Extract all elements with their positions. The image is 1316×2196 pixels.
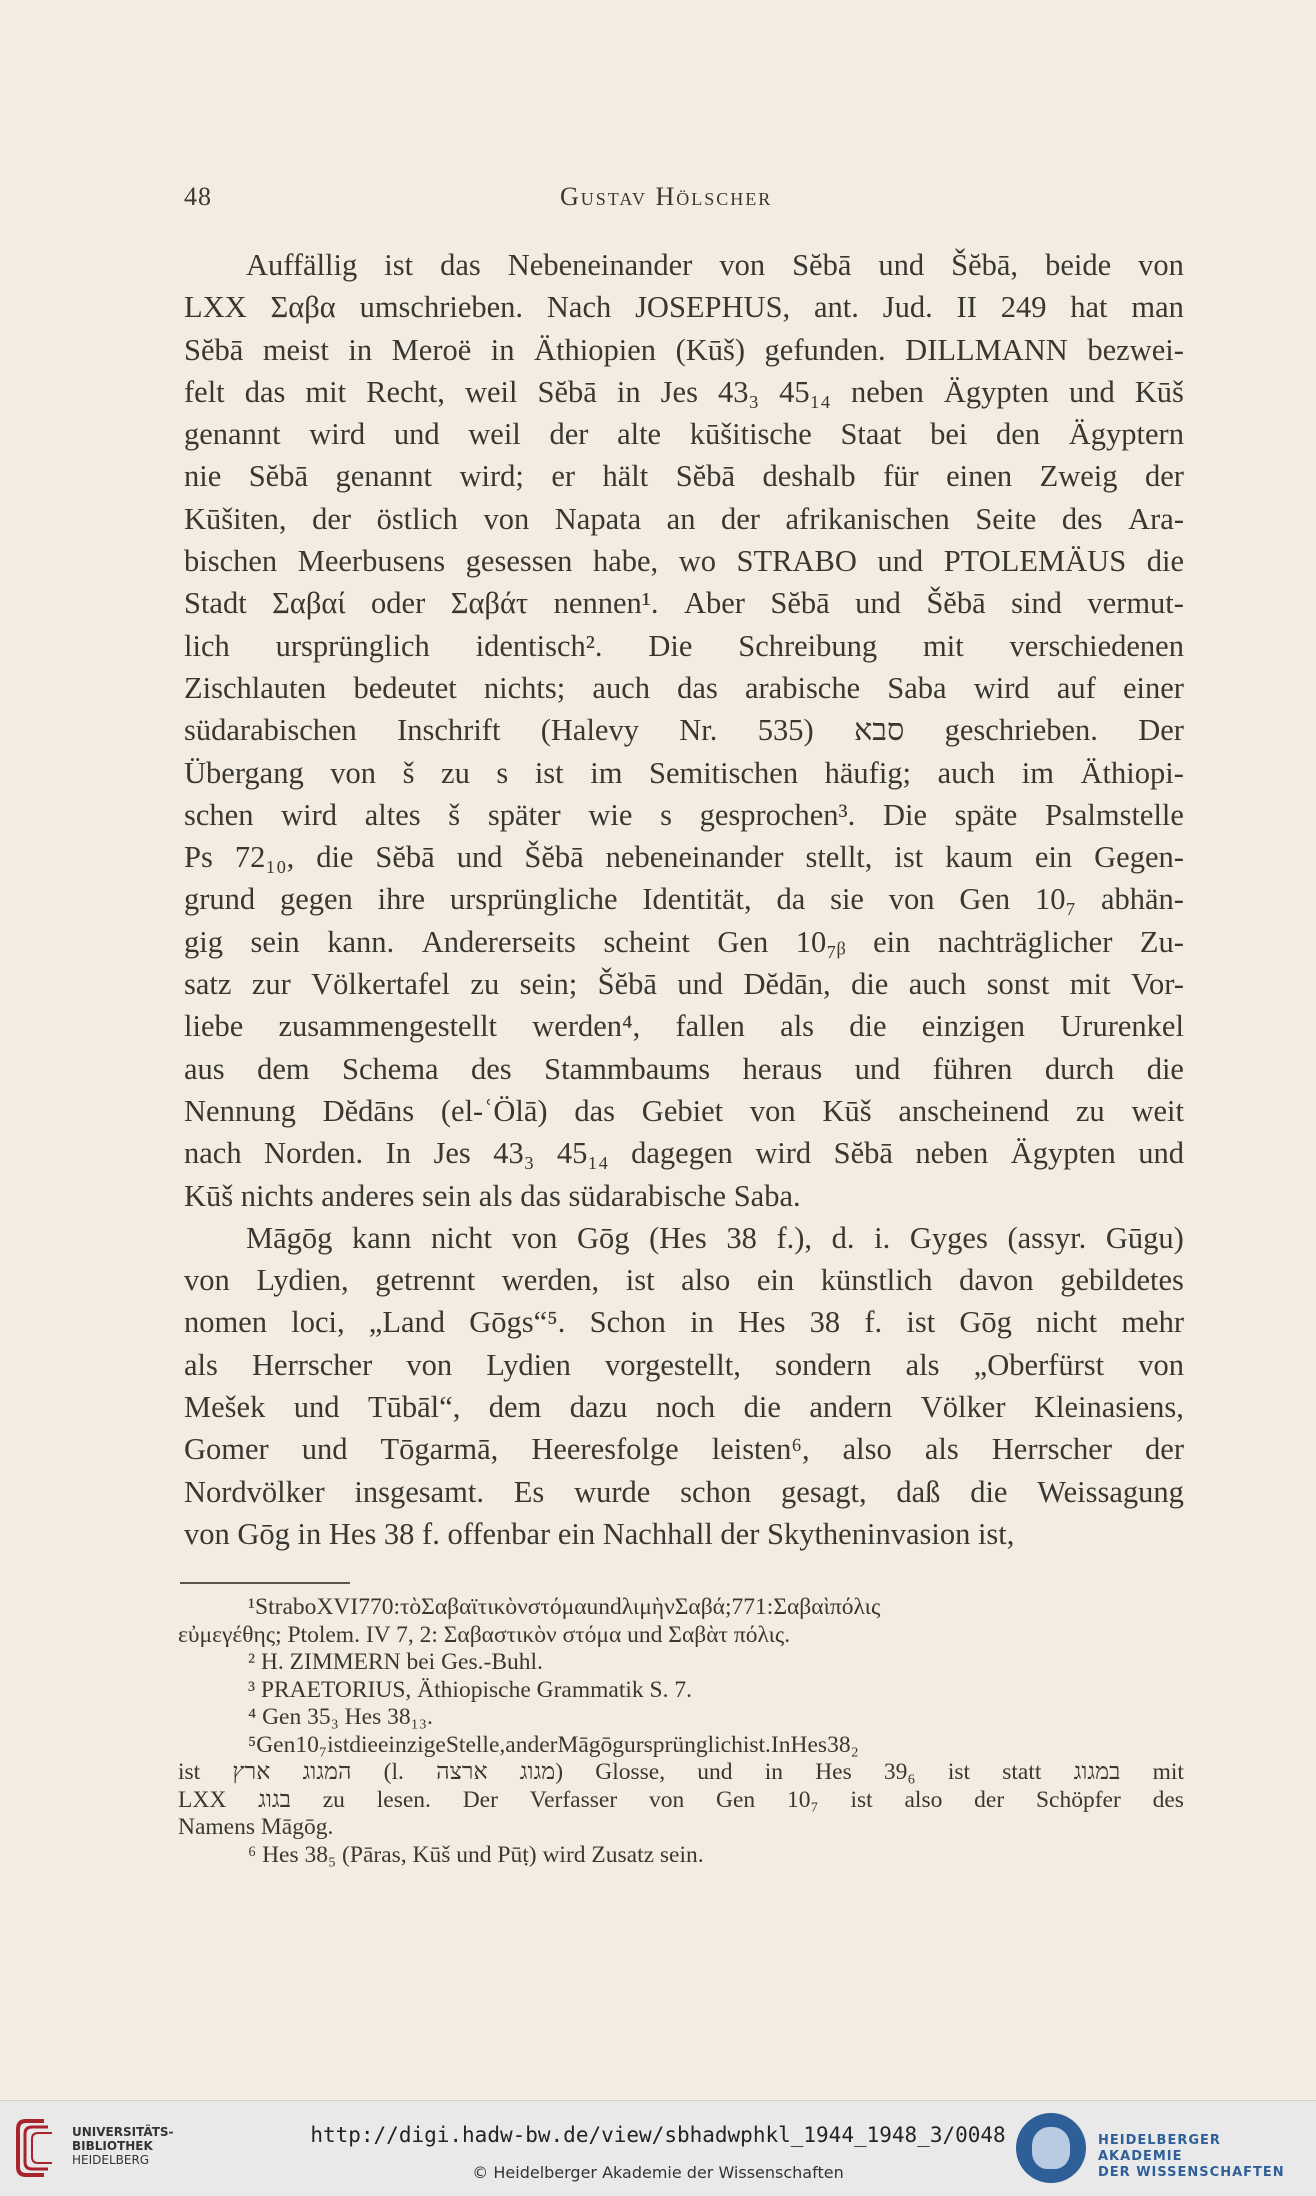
permalink-url[interactable]: http://digi.hadw-bw.de/view/sbhadwphkl_1944_1948_3/0048 [310,2123,1006,2147]
text-line: schen wird altes š später wie s gesprochen³. Die späte Psalmstelle [184,797,1184,832]
footnote-line: ¹ Strabo XVI 770: τὸ Σαβαϊτικὸν στόμα und λιμὴν Σαβά; 771: Σαβαὶ πόλις [248,1594,881,1620]
text-line: genannt wird und weil der alte kūšitische Staat bei den Ägyptern [184,417,1184,452]
text-line: als Herrscher von Lydien vorgestellt, sondern als „Oberfürst von [184,1347,1184,1382]
text-line: felt das mit Recht, weil Sĕbā in Jes 43₃ 45₁₄ neben Ägypten und Kūš [184,374,1184,409]
running-title: Gustav Hölscher [560,182,773,211]
footnote-line: ist ארץ המגוג (l. ארצה מגוג) Glosse, und in Hes 39₆ ist statt במגוג mit [178,1759,1184,1785]
text-line: Zischlauten bedeutet nichts; auch das arabische Saba wird auf einer [184,670,1184,705]
footnote-line: ⁵ Gen 10₇ ist die einzige Stelle, an der Māgōg ursprünglich ist. In Hes 38₂ [248,1731,859,1758]
text-line: nomen loci, „Land Gōgs“⁵. Schon in Hes 38 f. ist Gōg nicht mehr [184,1305,1184,1340]
text-line: Ps 72₁₀, die Sĕbā und Šĕbā nebeneinander stellt, ist kaum ein Gegen- [184,840,1184,875]
text-line: von Gōg in Hes 38 f. offenbar ein Nachhall der Skytheninvasion ist, [184,1516,1015,1551]
text-line: LXX Σαβα umschrieben. Nach JOSEPHUS, ant. Jud. II 249 hat man [184,290,1184,325]
footnote-line: Namens Māgōg. [178,1814,334,1840]
text-line: aus dem Schema des Stammbaums heraus und führen durch die [184,1051,1184,1086]
body-text [184,244,1184,1555]
text-line: Sĕbā meist in Meroë in Äthiopien (Kūš) gefunden. DILLMANN bezwei- [184,332,1184,367]
text-line: gig sein kann. Andererseits scheint Gen 10₇ᵦ ein nachträglicher Zu- [184,924,1184,959]
text-line: Nordvölker insgesamt. Es wurde schon gesagt, daß die Weissagung [184,1474,1184,1509]
text-line: Auffällig ist das Nebeneinander von Sĕbā und Šĕbā, beide von [246,248,1184,282]
footnote-line: ² H. ZIMMERN bei Ges.-Buhl. [248,1649,543,1675]
text-line: bischen Meerbusens gesessen habe, wo STRABO und PTOLEMÄUS die [184,544,1184,579]
text-line: liebe zusammengestellt werden⁴, fallen als die einzigen Ururenkel [184,1009,1184,1044]
copyright-notice: © Heidelberger Akademie der Wissenschaften [472,2163,844,2182]
academy-seal-icon [1016,2113,1086,2183]
text-line: Übergang von š zu s ist im Semitischen häufig; auch im Äthiopi- [184,755,1184,790]
text-line: von Lydien, getrennt werden, ist also ein künstlich davon gebildetes [184,1263,1184,1298]
page-number: 48 [184,182,212,211]
academy-line-2: DER WISSENSCHAFTEN [1098,2165,1285,2180]
academy-line-1: HEIDELBERGER AKADEMIE [1098,2133,1221,2164]
library-line-3: HEIDELBERG [72,2153,150,2167]
library-line-1: UNIVERSITÄTS- [72,2125,174,2139]
text-line: lich ursprünglich identisch². Die Schreibung mit verschiedenen [184,628,1184,663]
text-line: Stadt Σαβαί oder Σαβάτ nennen¹. Aber Sĕbā und Šĕbā sind vermut- [184,586,1184,621]
academy-logo[interactable] [1016,2111,1306,2187]
library-line-2: BIBLIOTHEK [72,2139,153,2153]
text-line: Kūš nichts anderes sein als das südarabische Saba. [184,1178,801,1213]
footnote-line: ³ PRAETORIUS, Äthiopische Grammatik S. 7. [248,1676,692,1703]
text-line: Gomer und Tōgarmā, Heeresfolge leisten⁶, also als Herrscher der [184,1432,1184,1467]
viewer-footer [0,2100,1316,2196]
footnote-rule [180,1582,350,1584]
footnote-line: ⁶ Hes 38₅ (Pāras, Kūš und Pūṭ) wird Zusatz sein. [248,1841,704,1868]
footnote-line: ⁴ Gen 35₃ Hes 38₁₃. [248,1704,433,1730]
text-line: Nennung Dĕdāns (el-ʿÖlā) das Gebiet von Kūš anscheinend zu weit [184,1093,1184,1128]
text-line: nach Norden. In Jes 43₃ 45₁₄ dagegen wird Sĕbā neben Ägypten und [184,1136,1184,1171]
text-line: satz zur Völkertafel zu sein; Šĕbā und Dĕdān, die auch sonst mit Vor- [184,967,1184,1002]
footnote-line: LXX בגוג zu lesen. Der Verfasser von Gen 10₇ ist also der Schöpfer des [178,1786,1184,1813]
page-header [184,182,1176,222]
text-line: Mešek und Tūbāl“, dem dazu noch die andern Völker Kleinasiens, [184,1390,1184,1425]
text-line: südarabischen Inschrift (Halevy Nr. 535) סבא geschrieben. Der [184,713,1184,748]
text-line: Māgōg kann nicht von Gōg (Hes 38 f.), d. i. Gyges (assyr. Gūgu) [246,1220,1184,1255]
footnote-line: εὐμεγέθης; Ptolem. IV 7, 2: Σαβαστικὸν στόμα und Σαβὰτ πόλις. [178,1621,791,1648]
footnotes [178,1594,1184,1869]
text-line: Kūšiten, der östlich von Napata an der afrikanischen Seite des Ara- [184,501,1184,536]
text-line: grund gegen ihre ursprüngliche Identität, da sie von Gen 10₇ abhän- [184,882,1184,917]
text-line: nie Sĕbā genannt wird; er hält Sĕbā deshalb für einen Zweig der [184,459,1184,494]
